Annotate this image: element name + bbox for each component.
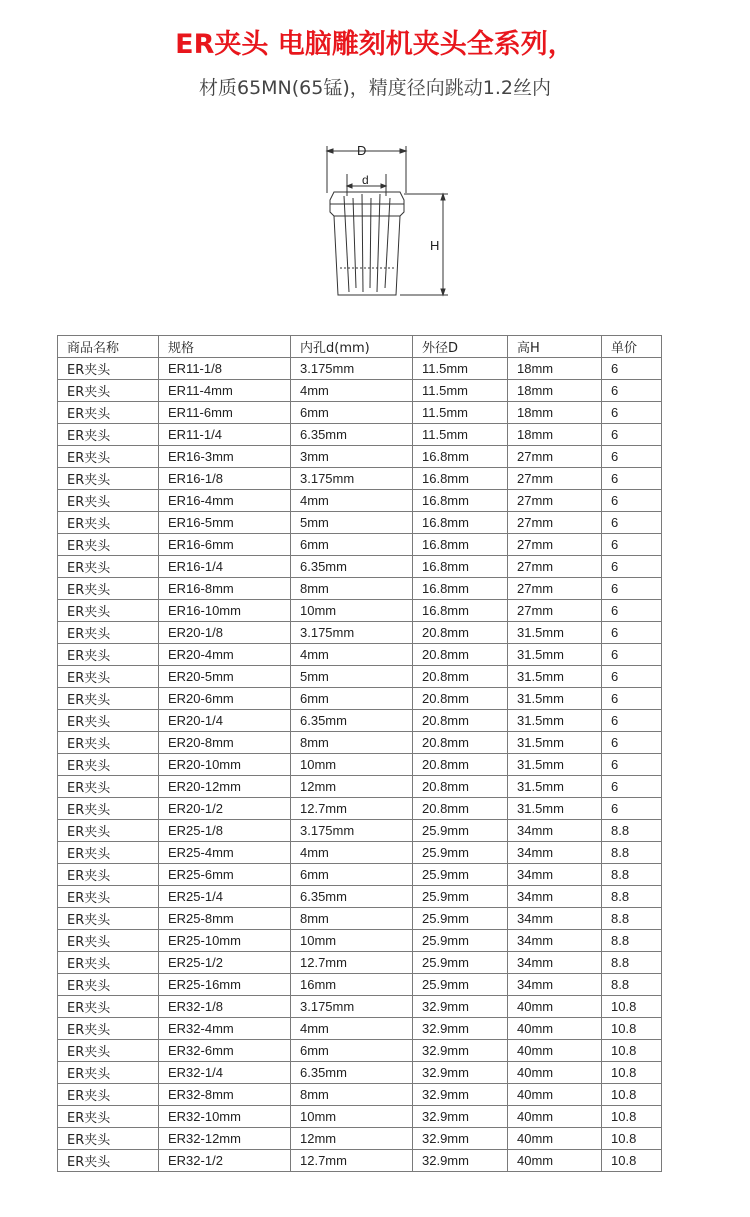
height-cell: 18mm xyxy=(508,402,602,424)
price-cell: 6 xyxy=(602,688,662,710)
price-cell: 8.8 xyxy=(602,864,662,886)
spec-cell: ER20-1/4 xyxy=(159,710,291,732)
bore-cell: 12.7mm xyxy=(291,952,413,974)
table-row xyxy=(58,754,662,776)
outer-diameter-cell: 11.5mm xyxy=(413,424,508,446)
spec-cell: ER20-6mm xyxy=(159,688,291,710)
price-cell: 8.8 xyxy=(602,952,662,974)
product-name-cell: ER夹头 xyxy=(58,578,159,600)
bore-cell: 10mm xyxy=(291,754,413,776)
outer-diameter-cell: 16.8mm xyxy=(413,600,508,622)
height-cell: 34mm xyxy=(508,820,602,842)
spec-cell: ER20-4mm xyxy=(159,644,291,666)
outer-diameter-cell: 25.9mm xyxy=(413,908,508,930)
spec-cell: ER25-16mm xyxy=(159,974,291,996)
bore-cell: 10mm xyxy=(291,600,413,622)
height-cell: 27mm xyxy=(508,446,602,468)
spec-cell: ER32-12mm xyxy=(159,1128,291,1150)
bore-cell: 10mm xyxy=(291,930,413,952)
height-cell: 31.5mm xyxy=(508,688,602,710)
header-cell: 单价 xyxy=(602,336,662,358)
table-row xyxy=(58,710,662,732)
header-cell: 规格 xyxy=(159,336,291,358)
spec-cell: ER32-8mm xyxy=(159,1084,291,1106)
price-cell: 6 xyxy=(602,380,662,402)
table-row xyxy=(58,930,662,952)
height-cell: 40mm xyxy=(508,1040,602,1062)
price-cell: 6 xyxy=(602,424,662,446)
product-name-cell: ER夹头 xyxy=(58,952,159,974)
outer-diameter-cell: 32.9mm xyxy=(413,1040,508,1062)
spec-cell: ER16-3mm xyxy=(159,446,291,468)
table-row xyxy=(58,1040,662,1062)
height-cell: 31.5mm xyxy=(508,798,602,820)
table-row xyxy=(58,622,662,644)
price-cell: 6 xyxy=(602,776,662,798)
price-cell: 10.8 xyxy=(602,1150,662,1172)
spec-cell: ER20-8mm xyxy=(159,732,291,754)
spec-cell: ER16-10mm xyxy=(159,600,291,622)
bore-cell: 3.175mm xyxy=(291,996,413,1018)
product-name-cell: ER夹头 xyxy=(58,710,159,732)
bore-cell: 3.175mm xyxy=(291,468,413,490)
outer-diameter-cell: 11.5mm xyxy=(413,402,508,424)
price-cell: 8.8 xyxy=(602,974,662,996)
price-cell: 10.8 xyxy=(602,996,662,1018)
table-row xyxy=(58,380,662,402)
product-name-cell: ER夹头 xyxy=(58,1106,159,1128)
bore-cell: 3.175mm xyxy=(291,358,413,380)
spec-cell: ER16-8mm xyxy=(159,578,291,600)
outer-diameter-cell: 16.8mm xyxy=(413,534,508,556)
price-cell: 10.8 xyxy=(602,1062,662,1084)
bore-cell: 12.7mm xyxy=(291,1150,413,1172)
table-row xyxy=(58,490,662,512)
height-cell: 31.5mm xyxy=(508,732,602,754)
spec-cell: ER20-1/8 xyxy=(159,622,291,644)
price-cell: 6 xyxy=(602,600,662,622)
outer-diameter-cell: 32.9mm xyxy=(413,1106,508,1128)
table-row xyxy=(58,820,662,842)
table-row xyxy=(58,578,662,600)
table-row xyxy=(58,1128,662,1150)
spec-cell: ER32-4mm xyxy=(159,1018,291,1040)
bore-cell: 8mm xyxy=(291,1084,413,1106)
outer-diameter-cell: 32.9mm xyxy=(413,996,508,1018)
outer-diameter-cell: 16.8mm xyxy=(413,512,508,534)
spec-cell: ER20-5mm xyxy=(159,666,291,688)
price-cell: 6 xyxy=(602,622,662,644)
bore-cell: 8mm xyxy=(291,732,413,754)
price-cell: 6 xyxy=(602,732,662,754)
outer-diameter-cell: 20.8mm xyxy=(413,644,508,666)
price-cell: 6 xyxy=(602,644,662,666)
outer-diameter-cell: 32.9mm xyxy=(413,1084,508,1106)
price-cell: 10.8 xyxy=(602,1106,662,1128)
table-row xyxy=(58,996,662,1018)
product-name-cell: ER夹头 xyxy=(58,644,159,666)
bore-cell: 4mm xyxy=(291,490,413,512)
product-name-cell: ER夹头 xyxy=(58,886,159,908)
bore-cell: 10mm xyxy=(291,1106,413,1128)
outer-diameter-cell: 20.8mm xyxy=(413,798,508,820)
price-cell: 10.8 xyxy=(602,1128,662,1150)
bore-cell: 6mm xyxy=(291,402,413,424)
spec-cell: ER25-10mm xyxy=(159,930,291,952)
bore-cell: 5mm xyxy=(291,666,413,688)
product-name-cell: ER夹头 xyxy=(58,1062,159,1084)
height-cell: 40mm xyxy=(508,1128,602,1150)
spec-cell: ER16-4mm xyxy=(159,490,291,512)
table-header-row xyxy=(58,336,662,358)
spec-cell: ER20-12mm xyxy=(159,776,291,798)
product-name-cell: ER夹头 xyxy=(58,402,159,424)
spec-cell: ER25-1/8 xyxy=(159,820,291,842)
bore-cell: 8mm xyxy=(291,578,413,600)
outer-diameter-cell: 32.9mm xyxy=(413,1062,508,1084)
height-cell: 27mm xyxy=(508,534,602,556)
spec-cell: ER11-1/8 xyxy=(159,358,291,380)
table-body xyxy=(58,358,662,1172)
spec-table xyxy=(57,335,662,1172)
price-cell: 6 xyxy=(602,798,662,820)
height-cell: 18mm xyxy=(508,424,602,446)
height-cell: 40mm xyxy=(508,1150,602,1172)
table-row xyxy=(58,1084,662,1106)
height-cell: 34mm xyxy=(508,886,602,908)
spec-cell: ER25-8mm xyxy=(159,908,291,930)
outer-diameter-cell: 25.9mm xyxy=(413,930,508,952)
bore-cell: 12mm xyxy=(291,776,413,798)
height-cell: 27mm xyxy=(508,600,602,622)
page-subtitle: 材质65MN(65锰)，精度径向跳动1.2丝内 xyxy=(198,77,551,99)
outer-diameter-cell: 25.9mm xyxy=(413,886,508,908)
spec-cell: ER25-1/2 xyxy=(159,952,291,974)
outer-diameter-cell: 20.8mm xyxy=(413,688,508,710)
table-row xyxy=(58,468,662,490)
price-cell: 8.8 xyxy=(602,820,662,842)
bore-cell: 6.35mm xyxy=(291,710,413,732)
header-cell: 商品名称 xyxy=(58,336,159,358)
product-name-cell: ER夹头 xyxy=(58,1128,159,1150)
outer-diameter-cell: 20.8mm xyxy=(413,754,508,776)
height-cell: 27mm xyxy=(508,578,602,600)
outer-diameter-cell: 25.9mm xyxy=(413,952,508,974)
table-row xyxy=(58,1062,662,1084)
product-name-cell: ER夹头 xyxy=(58,754,159,776)
spec-cell: ER25-4mm xyxy=(159,842,291,864)
price-cell: 6 xyxy=(602,534,662,556)
header-cell: 内孔d(mm) xyxy=(291,336,413,358)
height-cell: 34mm xyxy=(508,864,602,886)
height-cell: 40mm xyxy=(508,1084,602,1106)
outer-diameter-cell: 25.9mm xyxy=(413,974,508,996)
height-cell: 34mm xyxy=(508,974,602,996)
height-cell: 18mm xyxy=(508,358,602,380)
price-cell: 10.8 xyxy=(602,1018,662,1040)
bore-cell: 6.35mm xyxy=(291,424,413,446)
spec-cell: ER25-1/4 xyxy=(159,886,291,908)
spec-cell: ER20-1/2 xyxy=(159,798,291,820)
table-row xyxy=(58,556,662,578)
product-name-cell: ER夹头 xyxy=(58,1084,159,1106)
price-cell: 6 xyxy=(602,490,662,512)
bore-cell: 6mm xyxy=(291,534,413,556)
outer-diameter-cell: 20.8mm xyxy=(413,710,508,732)
price-cell: 8.8 xyxy=(602,886,662,908)
spec-cell: ER16-1/8 xyxy=(159,468,291,490)
product-name-cell: ER夹头 xyxy=(58,974,159,996)
height-cell: 34mm xyxy=(508,952,602,974)
price-cell: 8.8 xyxy=(602,908,662,930)
outer-diameter-cell: 11.5mm xyxy=(413,380,508,402)
outer-diameter-cell: 16.8mm xyxy=(413,468,508,490)
product-name-cell: ER夹头 xyxy=(58,1040,159,1062)
product-name-cell: ER夹头 xyxy=(58,732,159,754)
height-cell: 27mm xyxy=(508,490,602,512)
bore-cell: 6.35mm xyxy=(291,1062,413,1084)
product-name-cell: ER夹头 xyxy=(58,798,159,820)
outer-diameter-cell: 25.9mm xyxy=(413,820,508,842)
height-cell: 27mm xyxy=(508,556,602,578)
table-row xyxy=(58,1150,662,1172)
height-cell: 31.5mm xyxy=(508,776,602,798)
outer-diameter-cell: 16.8mm xyxy=(413,446,508,468)
table-row xyxy=(58,1106,662,1128)
height-cell: 27mm xyxy=(508,512,602,534)
height-cell: 31.5mm xyxy=(508,710,602,732)
outer-diameter-cell: 32.9mm xyxy=(413,1150,508,1172)
product-name-cell: ER夹头 xyxy=(58,842,159,864)
price-cell: 6 xyxy=(602,666,662,688)
product-name-cell: ER夹头 xyxy=(58,908,159,930)
height-cell: 40mm xyxy=(508,1018,602,1040)
spec-cell: ER25-6mm xyxy=(159,864,291,886)
table-row xyxy=(58,666,662,688)
product-name-cell: ER夹头 xyxy=(58,864,159,886)
bore-cell: 6mm xyxy=(291,1040,413,1062)
bore-cell: 4mm xyxy=(291,380,413,402)
product-name-cell: ER夹头 xyxy=(58,534,159,556)
price-cell: 8.8 xyxy=(602,842,662,864)
dimension-label-height: H xyxy=(430,238,440,253)
price-cell: 6 xyxy=(602,358,662,380)
outer-diameter-cell: 16.8mm xyxy=(413,556,508,578)
bore-cell: 4mm xyxy=(291,1018,413,1040)
price-cell: 8.8 xyxy=(602,930,662,952)
product-name-cell: ER夹头 xyxy=(58,666,159,688)
table-row xyxy=(58,358,662,380)
outer-diameter-cell: 20.8mm xyxy=(413,622,508,644)
table-row xyxy=(58,952,662,974)
height-cell: 31.5mm xyxy=(508,754,602,776)
header-cell: 高H xyxy=(508,336,602,358)
price-cell: 6 xyxy=(602,402,662,424)
product-name-cell: ER夹头 xyxy=(58,380,159,402)
product-name-cell: ER夹头 xyxy=(58,358,159,380)
price-cell: 6 xyxy=(602,468,662,490)
outer-diameter-cell: 25.9mm xyxy=(413,842,508,864)
table-row xyxy=(58,886,662,908)
outer-diameter-cell: 11.5mm xyxy=(413,358,508,380)
table-row xyxy=(58,864,662,886)
bore-cell: 6.35mm xyxy=(291,886,413,908)
spec-cell: ER11-6mm xyxy=(159,402,291,424)
price-cell: 6 xyxy=(602,710,662,732)
product-name-cell: ER夹头 xyxy=(58,468,159,490)
table-row xyxy=(58,842,662,864)
table-row xyxy=(58,1018,662,1040)
height-cell: 34mm xyxy=(508,908,602,930)
spec-cell: ER11-4mm xyxy=(159,380,291,402)
bore-cell: 12mm xyxy=(291,1128,413,1150)
height-cell: 34mm xyxy=(508,930,602,952)
dimension-label-outer: D xyxy=(357,143,367,158)
outer-diameter-cell: 32.9mm xyxy=(413,1128,508,1150)
spec-cell: ER32-6mm xyxy=(159,1040,291,1062)
outer-diameter-cell: 32.9mm xyxy=(413,1018,508,1040)
bore-cell: 5mm xyxy=(291,512,413,534)
product-name-cell: ER夹头 xyxy=(58,688,159,710)
outer-diameter-cell: 20.8mm xyxy=(413,666,508,688)
table-row xyxy=(58,644,662,666)
product-name-cell: ER夹头 xyxy=(58,1018,159,1040)
product-name-cell: ER夹头 xyxy=(58,490,159,512)
bore-cell: 4mm xyxy=(291,644,413,666)
table-row xyxy=(58,776,662,798)
spec-cell: ER20-10mm xyxy=(159,754,291,776)
table-row xyxy=(58,534,662,556)
table-row xyxy=(58,600,662,622)
price-cell: 6 xyxy=(602,556,662,578)
height-cell: 40mm xyxy=(508,1062,602,1084)
product-name-cell: ER夹头 xyxy=(58,600,159,622)
table-row xyxy=(58,512,662,534)
table-row xyxy=(58,424,662,446)
outer-diameter-cell: 16.8mm xyxy=(413,490,508,512)
bore-cell: 12.7mm xyxy=(291,798,413,820)
bore-cell: 8mm xyxy=(291,908,413,930)
bore-cell: 3.175mm xyxy=(291,820,413,842)
product-name-cell: ER夹头 xyxy=(58,556,159,578)
bore-cell: 3.175mm xyxy=(291,622,413,644)
product-name-cell: ER夹头 xyxy=(58,1150,159,1172)
table-row xyxy=(58,446,662,468)
product-name-cell: ER夹头 xyxy=(58,446,159,468)
page-title: ER夹头 电脑雕刻机夹头全系列， xyxy=(175,29,575,60)
price-cell: 6 xyxy=(602,512,662,534)
spec-cell: ER32-1/8 xyxy=(159,996,291,1018)
height-cell: 40mm xyxy=(508,1106,602,1128)
table-row xyxy=(58,908,662,930)
price-cell: 6 xyxy=(602,446,662,468)
spec-cell: ER16-1/4 xyxy=(159,556,291,578)
price-cell: 10.8 xyxy=(602,1084,662,1106)
height-cell: 18mm xyxy=(508,380,602,402)
table-row xyxy=(58,798,662,820)
product-name-cell: ER夹头 xyxy=(58,424,159,446)
price-cell: 10.8 xyxy=(602,1040,662,1062)
outer-diameter-cell: 16.8mm xyxy=(413,578,508,600)
bore-cell: 6.35mm xyxy=(291,556,413,578)
spec-cell: ER32-1/4 xyxy=(159,1062,291,1084)
height-cell: 31.5mm xyxy=(508,622,602,644)
product-name-cell: ER夹头 xyxy=(58,776,159,798)
header-cell: 外径D xyxy=(413,336,508,358)
table-row xyxy=(58,732,662,754)
bore-cell: 6mm xyxy=(291,688,413,710)
bore-cell: 4mm xyxy=(291,842,413,864)
height-cell: 31.5mm xyxy=(508,644,602,666)
dimension-label-inner: d xyxy=(362,173,369,187)
outer-diameter-cell: 25.9mm xyxy=(413,864,508,886)
height-cell: 40mm xyxy=(508,996,602,1018)
spec-cell: ER16-5mm xyxy=(159,512,291,534)
price-cell: 6 xyxy=(602,754,662,776)
table-row xyxy=(58,974,662,996)
product-name-cell: ER夹头 xyxy=(58,996,159,1018)
collet-diagram xyxy=(300,138,460,308)
spec-cell: ER16-6mm xyxy=(159,534,291,556)
bore-cell: 3mm xyxy=(291,446,413,468)
height-cell: 27mm xyxy=(508,468,602,490)
bore-cell: 6mm xyxy=(291,864,413,886)
bore-cell: 16mm xyxy=(291,974,413,996)
price-cell: 6 xyxy=(602,578,662,600)
outer-diameter-cell: 20.8mm xyxy=(413,776,508,798)
height-cell: 34mm xyxy=(508,842,602,864)
product-name-cell: ER夹头 xyxy=(58,512,159,534)
height-cell: 31.5mm xyxy=(508,666,602,688)
table-row xyxy=(58,402,662,424)
product-name-cell: ER夹头 xyxy=(58,622,159,644)
product-name-cell: ER夹头 xyxy=(58,820,159,842)
spec-cell: ER11-1/4 xyxy=(159,424,291,446)
spec-cell: ER32-10mm xyxy=(159,1106,291,1128)
outer-diameter-cell: 20.8mm xyxy=(413,732,508,754)
table-row xyxy=(58,688,662,710)
spec-cell: ER32-1/2 xyxy=(159,1150,291,1172)
product-name-cell: ER夹头 xyxy=(58,930,159,952)
